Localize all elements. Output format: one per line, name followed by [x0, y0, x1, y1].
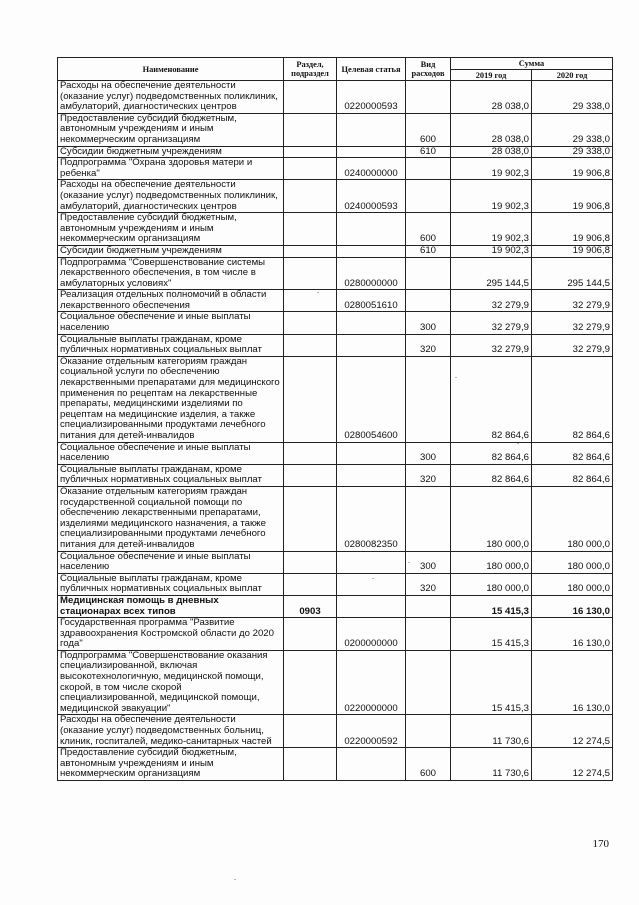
table-row	[58, 146, 613, 158]
row-amount-2020: 16 130,0	[532, 650, 613, 715]
scan-speck	[455, 377, 457, 378]
table-row	[58, 551, 613, 573]
row-section	[284, 257, 337, 290]
row-amount-2019: 15 415,3	[451, 595, 532, 617]
row-amount-2019: 180 000,0	[451, 551, 532, 573]
row-amount-2020: 16 130,0	[532, 595, 613, 617]
row-section	[284, 81, 337, 114]
row-expense-type: 300	[406, 442, 451, 464]
row-name: Предоставление субсидий бюджетным, автономным учреждениям и иным некоммерческим организациям	[58, 113, 284, 146]
row-name: Социальные выплаты гражданам, кроме публичных нормативных социальных выплат	[58, 464, 284, 486]
table-row	[58, 650, 613, 715]
header-type: Вид расходов	[406, 58, 451, 81]
row-amount-2019: 32 279,9	[451, 312, 532, 334]
row-amount-2020: 32 279,9	[532, 334, 613, 356]
row-name: Предоставление субсидий бюджетным, автономным учреждениям и иным некоммерческим организациям	[58, 748, 284, 781]
row-expense-type: 610	[406, 146, 451, 158]
table-row	[58, 81, 613, 114]
row-name: Подпрограмма "Совершенствование системы лекарственного обеспечения, в том числе в амбулаторных условиях"	[58, 257, 284, 290]
row-target-code: 0220000000	[337, 650, 406, 715]
row-section	[284, 245, 337, 257]
row-target-code	[337, 245, 406, 257]
row-name: Расходы на обеспечение деятельности (оказание услуг) подведомственных больниц, клиник, госпиталей, медико-санитарных частей	[58, 715, 284, 748]
row-name: Предоставление субсидий бюджетным, автономным учреждениям и иным некоммерческим организациям	[58, 213, 284, 246]
row-expense-type: 320	[406, 464, 451, 486]
row-name: Медицинская помощь в дневных стационарах всех типов	[58, 595, 284, 617]
row-amount-2020: 82 864,6	[532, 356, 613, 442]
row-name: Расходы на обеспечение деятельности (оказание услуг) подведомственных поликлиник, амбулаторий, диагностических центров	[58, 81, 284, 114]
budget-table	[57, 57, 613, 781]
header-section: Раздел, подраздел	[284, 58, 337, 81]
row-target-code	[337, 573, 406, 595]
row-amount-2019: 32 279,9	[451, 290, 532, 312]
row-name: Реализация отдельных полномочий в области лекарственного обеспечения	[58, 290, 284, 312]
table-row	[58, 356, 613, 442]
row-expense-type: 610	[406, 245, 451, 257]
table-row	[58, 334, 613, 356]
row-section	[284, 312, 337, 334]
table-row	[58, 312, 613, 334]
row-expense-type	[406, 715, 451, 748]
row-expense-type	[406, 158, 451, 180]
row-expense-type: 600	[406, 748, 451, 781]
row-name: Расходы на обеспечение деятельности (оказание услуг) подведомственных поликлиник, амбулаторий, диагностических центров	[58, 180, 284, 213]
row-expense-type	[406, 650, 451, 715]
row-expense-type	[406, 257, 451, 290]
row-amount-2019: 15 415,3	[451, 650, 532, 715]
table-row	[58, 715, 613, 748]
row-section	[284, 715, 337, 748]
row-amount-2020: 16 130,0	[532, 618, 613, 651]
row-expense-type	[406, 81, 451, 114]
row-name: Подпрограмма "Совершенствование оказания специализированной, включая высокотехнологичную, медицинской помощи, скорой, в том числе скорой специализированной, медицинской помощи, медицинской эвакуации"	[58, 650, 284, 715]
row-amount-2020: 29 338,0	[532, 146, 613, 158]
row-name: Субсидии бюджетным учреждениям	[58, 245, 284, 257]
table-row	[58, 213, 613, 246]
row-amount-2019: 32 279,9	[451, 334, 532, 356]
row-amount-2019: 82 864,6	[451, 356, 532, 442]
row-amount-2020: 32 279,9	[532, 312, 613, 334]
row-amount-2020: 19 906,8	[532, 245, 613, 257]
row-section	[284, 158, 337, 180]
row-section	[284, 180, 337, 213]
scan-speck	[408, 562, 410, 563]
row-expense-type	[406, 595, 451, 617]
row-target-code: 0280082350	[337, 486, 406, 551]
table-row	[58, 618, 613, 651]
row-target-code	[337, 213, 406, 246]
row-amount-2019: 180 000,0	[451, 573, 532, 595]
table-row	[58, 748, 613, 781]
row-name: Социальное обеспечение и иные выплаты населению	[58, 551, 284, 573]
row-amount-2019: 19 902,3	[451, 213, 532, 246]
row-expense-type: 320	[406, 573, 451, 595]
row-amount-2020: 180 000,0	[532, 551, 613, 573]
row-target-code: 0240000000	[337, 158, 406, 180]
row-section	[284, 650, 337, 715]
row-amount-2019: 82 864,6	[451, 442, 532, 464]
row-name: Социальное обеспечение и иные выплаты населению	[58, 442, 284, 464]
row-amount-2020: 19 906,8	[532, 180, 613, 213]
row-amount-2020: 180 000,0	[532, 486, 613, 551]
row-section	[284, 146, 337, 158]
row-section	[284, 486, 337, 551]
row-amount-2019: 15 415,3	[451, 618, 532, 651]
row-amount-2019: 11 730,6	[451, 715, 532, 748]
row-amount-2019: 82 864,6	[451, 464, 532, 486]
header-name: Наименование	[58, 58, 284, 81]
row-target-code: 0280051610	[337, 290, 406, 312]
row-section	[284, 290, 337, 312]
row-name: Социальные выплаты гражданам, кроме публичных нормативных социальных выплат	[58, 573, 284, 595]
row-target-code	[337, 146, 406, 158]
row-target-code: 0220000593	[337, 81, 406, 114]
row-target-code	[337, 334, 406, 356]
row-amount-2020: 82 864,6	[532, 442, 613, 464]
row-amount-2020: 29 338,0	[532, 113, 613, 146]
page-number: 170	[592, 838, 609, 850]
row-name: Подпрограмма "Охрана здоровья матери и ребенка"	[58, 158, 284, 180]
row-target-code: 0280054600	[337, 356, 406, 442]
row-amount-2020: 19 906,8	[532, 158, 613, 180]
scan-speck	[234, 879, 236, 880]
row-amount-2020: 295 144,5	[532, 257, 613, 290]
row-expense-type	[406, 356, 451, 442]
row-amount-2020: 32 279,9	[532, 290, 613, 312]
row-section	[284, 551, 337, 573]
row-amount-2020: 82 864,6	[532, 464, 613, 486]
table-row	[58, 290, 613, 312]
row-target-code: 0220000592	[337, 715, 406, 748]
row-amount-2019: 180 000,0	[451, 486, 532, 551]
table-row	[58, 464, 613, 486]
row-section	[284, 442, 337, 464]
row-section	[284, 356, 337, 442]
row-expense-type	[406, 180, 451, 213]
table-row	[58, 180, 613, 213]
row-section	[284, 573, 337, 595]
row-section	[284, 464, 337, 486]
row-amount-2020: 29 338,0	[532, 81, 613, 114]
table-row	[58, 158, 613, 180]
header-year-2019: 2019 год	[451, 70, 532, 81]
table-row	[58, 573, 613, 595]
table-row	[58, 486, 613, 551]
row-section	[284, 618, 337, 651]
row-target-code: 0200000000	[337, 618, 406, 651]
table-row	[58, 595, 613, 617]
table-row	[58, 245, 613, 257]
row-expense-type	[406, 290, 451, 312]
header-year-2020: 2020 год	[532, 70, 613, 81]
row-expense-type: 600	[406, 213, 451, 246]
row-section: 0903	[284, 595, 337, 617]
row-name: Оказание отдельным категориям граждан социальной услуги по обеспечению лекарственными препаратами для медицинского применения по рецептам на лекарственные препараты, медицинскими изделиями по рецептам на медицинские изделия, а также специализированными продуктами лечебного питания для детей-инвалидов	[58, 356, 284, 442]
row-amount-2020: 12 274,5	[532, 748, 613, 781]
row-amount-2020: 180 000,0	[532, 573, 613, 595]
header-sum: Сумма	[451, 58, 613, 70]
row-expense-type: 600	[406, 113, 451, 146]
row-target-code	[337, 113, 406, 146]
table-header	[58, 58, 613, 81]
row-expense-type: 320	[406, 334, 451, 356]
table-row	[58, 442, 613, 464]
table-row	[58, 113, 613, 146]
row-target-code	[337, 464, 406, 486]
row-amount-2019: 11 730,6	[451, 748, 532, 781]
row-expense-type	[406, 618, 451, 651]
row-target-code	[337, 442, 406, 464]
row-amount-2019: 19 902,3	[451, 180, 532, 213]
table-row	[58, 257, 613, 290]
row-section	[284, 213, 337, 246]
row-amount-2019: 295 144,5	[451, 257, 532, 290]
row-name: Оказание отдельным категориям граждан государственной социальной помощи по обеспечению лекарственными препаратами, изделиями медицинского назначения, а также специализированными продуктами лечебного питания для детей-инвалидов	[58, 486, 284, 551]
row-amount-2019: 28 038,0	[451, 81, 532, 114]
row-expense-type	[406, 486, 451, 551]
row-target-code	[337, 595, 406, 617]
row-amount-2020: 19 906,8	[532, 213, 613, 246]
row-target-code	[337, 312, 406, 334]
row-target-code	[337, 551, 406, 573]
table-body	[58, 81, 613, 781]
row-amount-2019: 19 902,3	[451, 158, 532, 180]
row-amount-2019: 28 038,0	[451, 146, 532, 158]
scan-speck	[317, 292, 319, 293]
row-section	[284, 113, 337, 146]
header-target: Целевая статья	[337, 58, 406, 81]
row-target-code: 0280000000	[337, 257, 406, 290]
row-name: Субсидии бюджетным учреждениям	[58, 146, 284, 158]
row-expense-type: 300	[406, 312, 451, 334]
row-name: Социальное обеспечение и иные выплаты населению	[58, 312, 284, 334]
row-section	[284, 748, 337, 781]
row-target-code	[337, 748, 406, 781]
row-amount-2019: 19 902,3	[451, 245, 532, 257]
row-name: Социальные выплаты гражданам, кроме публичных нормативных социальных выплат	[58, 334, 284, 356]
row-section	[284, 334, 337, 356]
scan-speck	[372, 578, 374, 579]
row-name: Государственная программа "Развитие здравоохранения Костромской области до 2020 года"	[58, 618, 284, 651]
row-amount-2020: 12 274,5	[532, 715, 613, 748]
row-expense-type: 300	[406, 551, 451, 573]
scan-speck	[517, 443, 519, 444]
row-target-code: 0240000593	[337, 180, 406, 213]
row-amount-2019: 28 038,0	[451, 113, 532, 146]
